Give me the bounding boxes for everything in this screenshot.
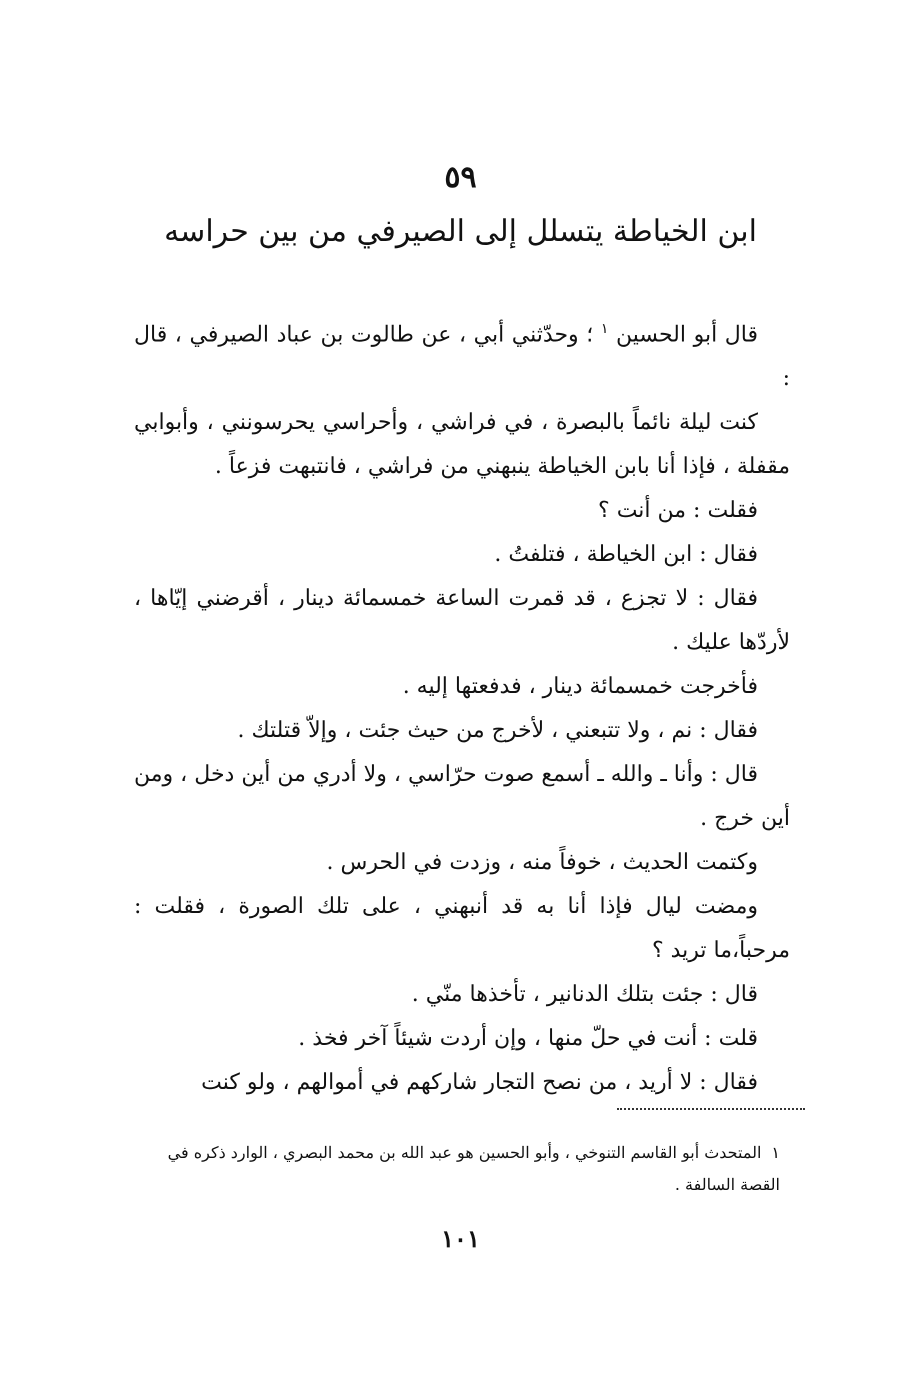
paragraph: قال : وأنا ـ والله ـ أسمع صوت حرّاسي ، ولا أدري من أين دخل ، ومن أين خرج .	[134, 762, 790, 832]
paragraph: فقلت : من أنت ؟	[598, 498, 758, 524]
chapter-number: ٥٩	[444, 160, 477, 195]
paragraph-text: قال أبو الحسين	[615, 322, 758, 348]
footnote-mark: ١	[771, 1143, 780, 1162]
footnote-text: المتحدث أبو القاسم التنوخي ، وأبو الحسين هو عبد الله بن محمد البصري ، الوارد ذكره في القصة السالفة .	[167, 1143, 780, 1194]
paragraph: قال : جئت بتلك الدنانير ، تأخذها منّي .	[411, 982, 758, 1008]
footnote-divider	[617, 1108, 805, 1110]
paragraph: فقال : نم ، ولا تتبعني ، لأخرج من حيث جئت ، وإلاّ قتلتك .	[237, 718, 758, 744]
body-text	[134, 307, 790, 1105]
paragraph-text: ؛ وحدّثني أبي ، عن طالوت بن عباد الصيرفي ، قال :	[134, 322, 790, 392]
chapter-title: ابن الخياطة يتسلل إلى الصيرفي من بين حراسه	[164, 214, 757, 249]
paragraph	[134, 307, 790, 401]
footnote	[155, 1137, 780, 1201]
paragraph: ومضت ليال فإذا أنا به قد أنبهني ، على تلك الصورة ، فقلت : مرحباً،ما تريد ؟	[134, 894, 790, 964]
paragraph: فقال : ابن الخياطة ، فتلفتُ .	[494, 542, 758, 568]
footnote-reference: ١	[600, 321, 609, 337]
paragraph: قلت : أنت في حلّ منها ، وإن أردت شيئاً آخر فخذ .	[298, 1026, 758, 1052]
page-number: ١٠١	[441, 1224, 480, 1253]
paragraph: وكتمت الحديث ، خوفاً منه ، وزدت في الحرس .	[326, 850, 758, 876]
paragraph: كنت ليلة نائماً بالبصرة ، في فراشي ، وأحراسي يحرسونني ، وأبوابي مقفلة ، فإذا أنا بابن الخياطة ينبهني من فراشي ، فانتبهت فزعاً .	[134, 410, 790, 480]
paragraph: فقال : لا تجزع ، قد قمرت الساعة خمسمائة دينار ، أقرضني إيّاها ، لأردّها عليك .	[134, 586, 790, 656]
paragraph: فقال : لا أريد ، من نصح التجار شاركهم في أموالهم ، ولو كنت	[201, 1070, 758, 1096]
paragraph: فأخرجت خمسمائة دينار ، فدفعتها إليه .	[402, 674, 758, 700]
